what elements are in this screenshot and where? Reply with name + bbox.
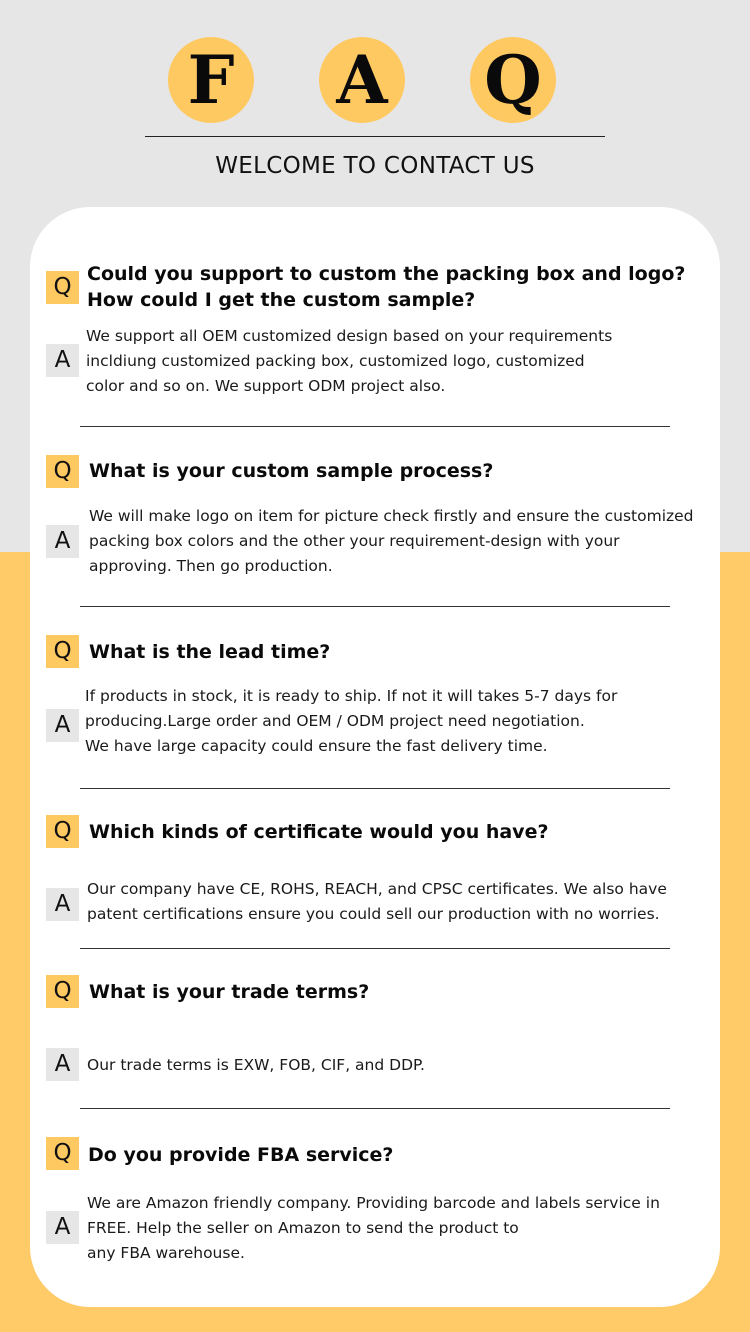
question-line: What is the lead time?: [89, 641, 331, 663]
answer-line: Our trade terms is EXW, FOB, CIF, and DDP.: [87, 1056, 425, 1074]
faq-question: [89, 819, 548, 845]
answer-line: FREE. Help the seller on Amazon to send the product to: [87, 1219, 519, 1237]
letter-a: A: [336, 41, 388, 119]
answer-line: If products in stock, it is ready to ship. If not it will takes 5-7 days for: [85, 687, 618, 705]
answer-badge: A: [46, 888, 79, 921]
answer-line: approving. Then go production.: [89, 557, 333, 575]
letter-q-circle: [470, 37, 556, 123]
answer-line: any FBA warehouse.: [87, 1244, 245, 1262]
question-badge: Q: [46, 1137, 79, 1170]
question-line: Which kinds of certificate would you have?: [89, 821, 549, 843]
answer-line: Our company have CE, ROHS, REACH, and CPSC certificates. We also have: [87, 880, 667, 898]
faq-divider: [80, 606, 670, 607]
faq-question: [88, 1142, 393, 1168]
faq-divider: [80, 948, 670, 949]
answer-line: incldiung customized packing box, customized logo, customized: [86, 352, 585, 370]
answer-line: patent certifications ensure you could sell our production with no worries.: [87, 905, 660, 923]
answer-line: We have large capacity could ensure the fast delivery time.: [85, 737, 548, 755]
faq-question: [89, 639, 330, 665]
question-badge: Q: [46, 975, 79, 1008]
faq-question: [89, 458, 493, 484]
faq-answer: [86, 324, 612, 399]
question-line: Could you support to custom the packing box and logo?: [87, 263, 686, 285]
question-badge: Q: [46, 271, 79, 304]
answer-badge: A: [46, 709, 79, 742]
letter-f-circle: [168, 37, 254, 123]
answer-badge: A: [46, 344, 79, 377]
question-badge: Q: [46, 815, 79, 848]
faq-answer: [87, 877, 667, 927]
answer-line: We will make logo on item for picture check firstly and ensure the customized: [89, 507, 694, 525]
faq-answer: [87, 1053, 425, 1078]
faq-question: [89, 979, 369, 1005]
answer-badge: A: [46, 1048, 79, 1081]
faq-answer: [87, 1191, 660, 1266]
question-line: What is your custom sample process?: [89, 460, 494, 482]
answer-badge: A: [46, 1211, 79, 1244]
answer-line: packing box colors and the other your requirement-design with your: [89, 532, 620, 550]
question-line: What is your trade terms?: [89, 981, 370, 1003]
faq-question: [87, 261, 685, 313]
faq-answer: [89, 504, 694, 579]
faq-letters: [0, 37, 750, 123]
faq-divider: [80, 426, 670, 427]
faq-answer: [85, 684, 617, 759]
question-line: How could I get the custom sample?: [87, 289, 476, 311]
letter-a-circle: [319, 37, 405, 123]
question-badge: Q: [46, 455, 79, 488]
question-badge: Q: [46, 635, 79, 668]
faq-card: [30, 207, 720, 1307]
answer-line: We are Amazon friendly company. Providing barcode and labels service in: [87, 1194, 660, 1212]
question-line: Do you provide FBA service?: [88, 1144, 394, 1166]
letter-q: Q: [484, 41, 542, 119]
answer-line: color and so on. We support ODM project also.: [86, 377, 446, 395]
answer-badge: A: [46, 525, 79, 558]
page-subtitle: WELCOME TO CONTACT US: [215, 153, 535, 179]
faq-divider: [80, 1108, 670, 1109]
answer-line: We support all OEM customized design based on your requirements: [86, 327, 613, 345]
letter-f: F: [187, 41, 235, 119]
header-divider: [145, 136, 605, 137]
answer-line: producing.Large order and OEM / ODM project need negotiation.: [85, 712, 585, 730]
faq-divider: [80, 788, 670, 789]
